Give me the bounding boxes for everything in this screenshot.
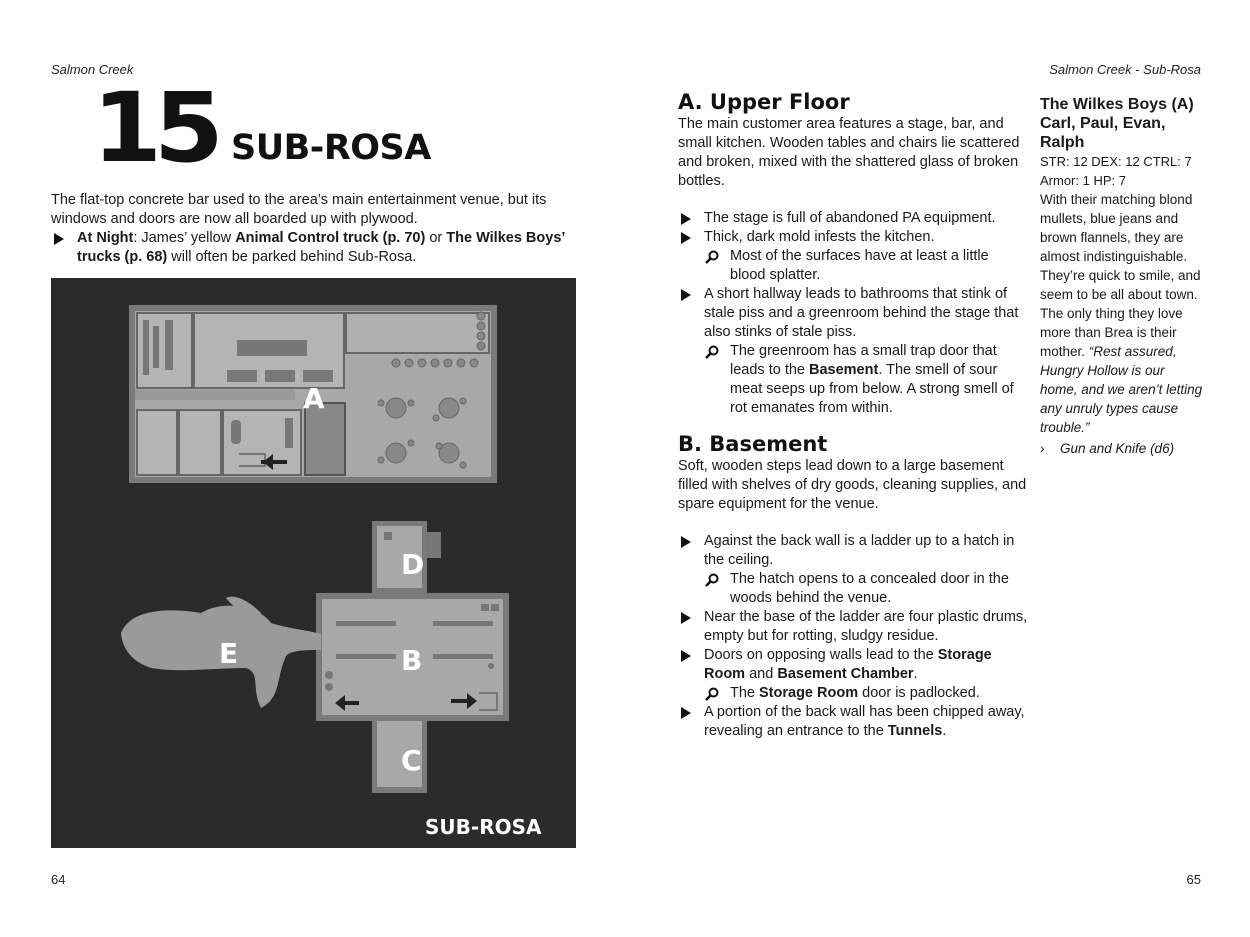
bullet-text: will often be parked behind Sub-Rosa.: [167, 249, 417, 265]
section-a-bullets: [678, 209, 1028, 418]
at-night-bullet: [51, 229, 581, 267]
subbullet-text: door is padlocked.: [858, 685, 980, 701]
magnifier-icon: [705, 250, 719, 264]
intro-section: [51, 191, 581, 267]
npc-desc-text: With their matching blond mullets, blue jeans and brown flannels, they are almost indistinguishable. They’re quick to smile, and seem to be all about town. The only thing they love more than Brea is their mother.: [1040, 192, 1201, 359]
section-b-title: B. Basement: [678, 432, 828, 456]
bullet-text: and: [745, 666, 778, 682]
magnifier-icon: [705, 573, 719, 587]
bullet-text: Doors on opposing walls lead to the: [704, 647, 938, 663]
npc-stats-2: Armor: 1 HP: 7: [1040, 173, 1126, 188]
npc-name: The Wilkes Boys (A): [1040, 96, 1194, 113]
section-a-title: A. Upper Floor: [678, 90, 850, 114]
section-a-subbullet-2: [678, 247, 1028, 285]
section-a-paragraph: The main customer area features a stage, bar, and small kitchen. Wooden tables and chairs lie scattered and broken, mixed with the shattered glass of broken bottles.: [678, 116, 1020, 189]
map-logo: SUB-ROSA: [425, 815, 542, 839]
bullet-text: .: [913, 666, 918, 682]
tunnels-link[interactable]: Tunnels: [887, 723, 943, 739]
npc-sidebar: [1040, 95, 1205, 458]
npc-members: Carl, Paul, Evan, Ralph: [1040, 115, 1166, 151]
weapon-marker: ›: [1040, 441, 1045, 456]
section-b-subbullet-1: [678, 570, 1028, 608]
magnifier-icon: [705, 687, 719, 701]
section-b-bullet-2: Near the base of the ladder are four plastic drums, empty but for rotting, sludgy residue.: [678, 608, 1028, 646]
animal-control-link[interactable]: Animal Control truck (p. 70): [235, 230, 426, 246]
npc-weapon-row: [1040, 439, 1205, 458]
basement-chamber-link[interactable]: Basement Chamber: [777, 666, 914, 682]
sub-rosa-map: [51, 278, 576, 848]
subbullet-text: The: [730, 685, 760, 701]
storage-room-link[interactable]: Storage Room: [704, 647, 992, 682]
map-label-e: E: [219, 637, 239, 670]
right-page-header: Salmon Creek - Sub-Rosa: [1049, 62, 1201, 77]
location-title: SUB-ROSA: [231, 128, 431, 168]
magnifier-icon: [705, 345, 719, 359]
section-b-paragraph: Soft, wooden steps lead down to a large basement filled with shelves of dry goods, cleaning supplies, and spare equipment for the venue.: [678, 458, 1027, 512]
right-main-column: [678, 90, 1028, 741]
subbullet-text: The hatch opens to a concealed door in the woods behind the venue.: [730, 571, 1009, 606]
wilkes-boys-link[interactable]: The Wilkes Boys’ trucks (p. 68): [77, 230, 565, 265]
section-b-subbullet-3: [678, 684, 1028, 703]
bullet-text: A portion of the back wall has been chipped away, revealing an entrance to the: [704, 704, 1025, 739]
npc-weapon: Gun and Knife (d6): [1060, 441, 1175, 456]
section-a-bullet-1: The stage is full of abandoned PA equipment.: [678, 209, 1028, 228]
map-label-a: A: [303, 382, 325, 415]
section-a-bullet-2: Thick, dark mold infests the kitchen.: [678, 228, 1028, 247]
left-page-number: 64: [51, 872, 66, 887]
location-number: 15: [92, 72, 216, 184]
intro-bullets: [51, 229, 581, 267]
section-b-bullet-4: [678, 703, 1028, 741]
map-illustration: [51, 278, 576, 848]
bullet-text: .: [942, 723, 947, 739]
subbullet-text: . The smell of sour meat seeps up from below. A strong smell of rot emanates from within.: [730, 362, 1014, 416]
subbullet-text: Most of the surfaces have at least a little blood splatter.: [730, 248, 989, 283]
npc-stats-1: STR: 12 DEX: 12 CTRL: 7: [1040, 154, 1192, 169]
storage-room-text: Storage Room: [759, 685, 859, 701]
right-page-number: 65: [1186, 872, 1201, 887]
map-label-c: C: [401, 744, 422, 777]
left-page-header: Salmon Creek: [51, 62, 134, 77]
bullet-text: or: [425, 230, 447, 246]
section-b-bullet-1: Against the back wall is a ladder up to a hatch in the ceiling.: [678, 532, 1028, 570]
section-a-subbullet-3: [678, 342, 1028, 418]
map-label-b: B: [401, 644, 423, 677]
npc-quote: “Rest assured, Hungry Hollow is our home, and we aren’t letting any unruly types cause trouble.”: [1040, 344, 1203, 435]
npc-description: [1040, 190, 1205, 437]
at-night-label: At Night: [77, 230, 134, 246]
section-b-bullets: [678, 532, 1028, 741]
basement-link[interactable]: Basement: [809, 362, 879, 378]
subbullet-text: The greenroom has a small trap door that leads to the: [730, 343, 997, 378]
section-a-bullet-3: A short hallway leads to bathrooms that stink of stale piss and a greenroom behind the stage that also stinks of stale piss.: [678, 285, 1028, 342]
basement-plan: [121, 521, 509, 793]
map-label-d: D: [401, 548, 425, 581]
intro-paragraph: The flat-top concrete bar used to the area’s main entertainment venue, but its windows and doors are now all boarded up with plywood.: [51, 192, 547, 227]
section-b-bullet-3: [678, 646, 1028, 684]
bullet-text: : James’ yellow: [133, 230, 236, 246]
